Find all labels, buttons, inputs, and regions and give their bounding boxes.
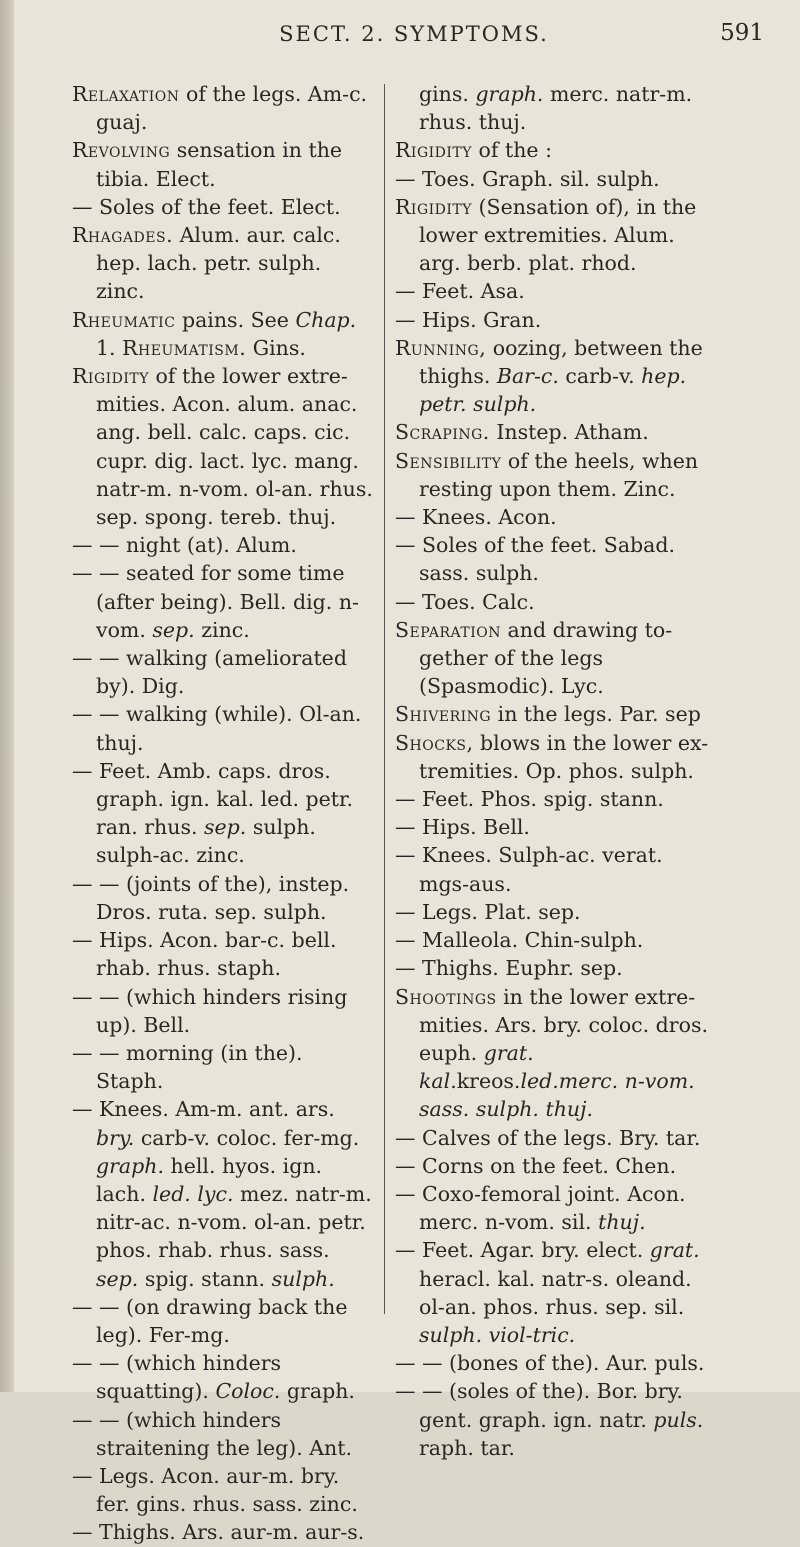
index-entry xyxy=(72,1095,374,1292)
entry-keyword: Revolving xyxy=(72,138,171,163)
entry-text: — Soles of the feet. Sabad. sass. sulph. xyxy=(395,533,676,586)
entry-keyword: Shocks, xyxy=(395,730,474,755)
index-entry xyxy=(395,80,713,136)
entry-text: graph. xyxy=(96,1153,164,1178)
entry-text: Alum. aur. calc. hep. lach. petr. sulph. zinc. xyxy=(96,223,341,304)
index-entry xyxy=(72,193,374,221)
right-column xyxy=(395,80,713,1462)
index-entry xyxy=(395,926,713,954)
entry-text: carb-v. coloc. fer-mg. xyxy=(134,1125,360,1150)
index-entry xyxy=(395,588,713,616)
entry-text: grat. xyxy=(649,1238,700,1263)
entry-text: — Coxo-femoral joint. Acon. merc. n-vom. sil. xyxy=(395,1181,686,1235)
index-entry xyxy=(72,926,374,982)
book-spine xyxy=(0,0,14,1392)
entry-text: of the lower extre-mities. Acon. alum. anac. ang. bell. calc. caps. cic. cupr. dig. lact. lyc. mang. natr-m. n-vom. ol-an. rhus. sep. spong. tereb. thuj. xyxy=(96,364,373,530)
entry-text: hep. petr. sulph. xyxy=(419,364,687,417)
entry-text: carb-v. xyxy=(558,364,642,389)
entry-text: — Hips. Acon. bar-c. bell. rhab. rhus. staph. xyxy=(72,928,337,981)
entry-keyword: Shivering xyxy=(395,702,492,727)
index-entry xyxy=(395,983,713,1124)
entry-text: — — (joints of the), instep. Dros. ruta. sep. sulph. xyxy=(72,871,350,924)
entry-keyword: Relaxation xyxy=(72,82,180,106)
entry-text: — — walking (ameliorated by). Dig. xyxy=(72,646,347,699)
entry-text: pains. See xyxy=(175,307,296,332)
entry-text: Chap. xyxy=(295,307,357,332)
index-entry xyxy=(72,1293,374,1349)
entry-text: in the legs. Par. sep xyxy=(491,702,701,727)
index-entry xyxy=(72,1039,374,1095)
index-entry xyxy=(395,1152,713,1180)
entry-text: — — seated for some time (after being). Bell. dig. n-vom. xyxy=(72,561,359,642)
entry-text: and drawing to-gether of the legs (Spasmodic). Lyc. xyxy=(419,617,673,699)
entry-text: 1. xyxy=(96,335,123,360)
entry-text: grat. kal. xyxy=(419,1040,534,1094)
index-entry xyxy=(395,785,713,813)
entry-text: puls. xyxy=(653,1407,704,1432)
index-entry xyxy=(72,1518,374,1546)
index-entry xyxy=(395,616,713,701)
entry-keyword: Rigidity xyxy=(395,138,473,163)
index-entry xyxy=(395,1124,713,1152)
entry-text: — Feet. Amb. caps. dros. graph. ign. kal. led. petr. ran. rhus. xyxy=(72,758,354,840)
index-entry xyxy=(395,193,713,278)
index-entry xyxy=(395,1180,713,1236)
index-entry xyxy=(395,841,713,897)
entry-text: — — morning (in the). Staph. xyxy=(72,1040,303,1094)
index-entry xyxy=(72,1462,374,1518)
entry-text: hell. hyos. ign. lach. xyxy=(96,1153,323,1206)
entry-text: — Hips. Bell. xyxy=(395,815,530,840)
entry-text: sep. xyxy=(96,1266,139,1291)
entry-text: — — (bones of the). Aur. puls. xyxy=(395,1351,705,1376)
entry-text: — Knees. Sulph-ac. verat. mgs-aus. xyxy=(395,843,663,896)
index-entry xyxy=(72,1349,374,1405)
index-entry xyxy=(395,1236,713,1349)
entry-text: — Feet. Asa. xyxy=(395,279,525,304)
index-entry xyxy=(395,136,713,164)
index-entry xyxy=(395,813,713,841)
entry-text: Gins. xyxy=(246,335,306,360)
entry-text: — — (soles of the). Bor. bry. gent. graph. ign. natr. xyxy=(395,1379,683,1432)
entry-text: zinc. xyxy=(194,617,250,642)
index-entry xyxy=(395,334,713,419)
entry-text: graph. xyxy=(475,82,544,106)
entry-text: — — (which hinders squatting). xyxy=(72,1351,282,1404)
entry-text: Coloc. xyxy=(215,1379,281,1404)
index-entry xyxy=(72,700,374,756)
entry-keyword: Separation xyxy=(395,617,501,642)
entry-text: sensation in the tibia. Elect. xyxy=(96,138,343,191)
entry-text: blows in the lower ex-tremities. Op. phos. sulph. xyxy=(419,730,709,783)
index-entry xyxy=(395,898,713,926)
entry-text: of the heels, when resting upon them. Zinc. xyxy=(419,448,699,501)
entry-text: — Calves of the legs. Bry. tar. xyxy=(395,1125,701,1150)
index-entry xyxy=(72,644,374,700)
index-entry xyxy=(395,700,713,728)
entry-text: Bar-c. xyxy=(496,364,559,389)
entry-text: — Feet. Agar. bry. elect. xyxy=(395,1238,650,1263)
entry-text: — Legs. Plat. sep. xyxy=(395,899,581,924)
index-entry xyxy=(395,503,713,531)
entry-text: of the legs. Am-c. guaj. xyxy=(96,82,368,135)
entry-text: Instep. Atham. xyxy=(489,420,649,445)
index-entry xyxy=(395,1377,713,1462)
entry-text: — — night (at). Alum. xyxy=(72,533,297,558)
running-head: SECT. 2. SYMPTOMS. xyxy=(279,22,549,46)
entry-keyword: Rheumatism. xyxy=(122,335,247,360)
index-entry xyxy=(72,757,374,870)
entry-text: sep. xyxy=(204,815,247,840)
entry-keyword: Shootings xyxy=(395,984,497,1009)
index-entry xyxy=(72,559,374,644)
index-entry xyxy=(72,531,374,559)
index-entry xyxy=(72,1406,374,1462)
entry-text: led. lyc. xyxy=(152,1181,234,1206)
entry-text: sulph. viol-tric. xyxy=(419,1322,576,1347)
entry-text: — — (which hinders rising up). Bell. xyxy=(72,984,348,1037)
entry-text: in the lower extre-mities. Ars. bry. coloc. dros. euph. xyxy=(419,984,708,1065)
entry-text: — Knees. Am-m. ant. ars. xyxy=(72,1097,335,1122)
entry-keyword: Scraping. xyxy=(395,420,490,445)
entry-text: — Legs. Acon. aur-m. bry. fer. gins. rhus. sass. zinc. xyxy=(72,1463,358,1517)
entry-text: merc. natr-m. rhus. thuj. xyxy=(419,82,693,135)
entry-text: heracl. kal. natr-s. oleand. ol-an. phos. rhus. sep. sil. xyxy=(419,1266,692,1319)
entry-text: — Knees. Acon. xyxy=(395,505,557,530)
index-entry xyxy=(395,954,713,982)
index-entry xyxy=(72,983,374,1039)
entry-text: — Malleola. Chin-sulph. xyxy=(395,928,644,953)
entry-text: sep. xyxy=(152,617,195,642)
entry-text: bry. xyxy=(96,1125,135,1150)
index-entry xyxy=(395,165,713,193)
index-entry xyxy=(395,1349,713,1377)
entry-text: sulph. sulph-ac. zinc. xyxy=(96,815,316,868)
page-number: 591 xyxy=(720,20,764,46)
entry-text: oozing, between the thighs. xyxy=(419,335,703,389)
entry-text: of the : xyxy=(472,138,552,163)
entry-text: led.merc. n-vom. sass. sulph. thuj. xyxy=(419,1069,695,1122)
entry-keyword: Rigidity xyxy=(395,194,473,219)
entry-text: — — (which hinders straitening the leg). Ant. xyxy=(72,1407,352,1460)
index-entry xyxy=(72,80,374,136)
entry-text: — Thighs. Ars. aur-m. aur-s. xyxy=(72,1520,365,1545)
entry-keyword: Sensibility xyxy=(395,448,502,473)
index-entry xyxy=(395,277,713,305)
entry-text: gins. xyxy=(419,82,476,106)
entry-text: graph. xyxy=(280,1379,355,1404)
entry-text: thuj. xyxy=(598,1210,646,1235)
entry-text: — Thighs. Euphr. sep. xyxy=(395,956,623,981)
entry-text: — Feet. Phos. spig. stann. xyxy=(395,787,664,812)
entry-keyword: Running, xyxy=(395,335,487,360)
entry-text: mez. natr-m. nitr-ac. n-vom. ol-an. petr. phos. rhab. rhus. sass. xyxy=(96,1181,372,1263)
entry-keyword: Rigidity xyxy=(72,364,150,389)
index-entry xyxy=(395,306,713,334)
entry-text: sulph. xyxy=(271,1266,335,1291)
index-entry xyxy=(72,306,374,362)
index-entry xyxy=(72,362,374,531)
entry-text: (Sensation of), in the lower extremities. Alum. arg. berb. plat. rhod. xyxy=(419,194,697,276)
index-entry xyxy=(72,870,374,926)
entry-text: — — walking (while). Ol-an. thuj. xyxy=(72,702,362,755)
entry-keyword: Rhagades. xyxy=(72,223,174,248)
index-entry xyxy=(72,221,374,306)
entry-text: — Corns on the feet. Chen. xyxy=(395,1153,677,1178)
index-entry xyxy=(395,729,713,785)
entry-text: spig. stann. xyxy=(138,1266,272,1291)
left-column xyxy=(72,80,374,1547)
entry-text: — Toes. Calc. xyxy=(395,589,535,614)
column-divider xyxy=(384,84,385,1314)
entry-text: raph. tar. xyxy=(419,1435,515,1460)
index-entry xyxy=(395,531,713,587)
index-entry xyxy=(395,447,713,503)
entry-keyword: Rheumatic xyxy=(72,307,176,332)
index-entry xyxy=(395,418,713,446)
entry-text: — Toes. Graph. sil. sulph. xyxy=(395,166,660,191)
index-entry xyxy=(72,136,374,192)
entry-text: — — (on drawing back the leg). Fer-mg. xyxy=(72,1294,348,1347)
entry-text: kreos. xyxy=(456,1069,521,1094)
entry-text: — Hips. Gran. xyxy=(395,307,542,332)
entry-text: — Soles of the feet. Elect. xyxy=(72,194,341,219)
